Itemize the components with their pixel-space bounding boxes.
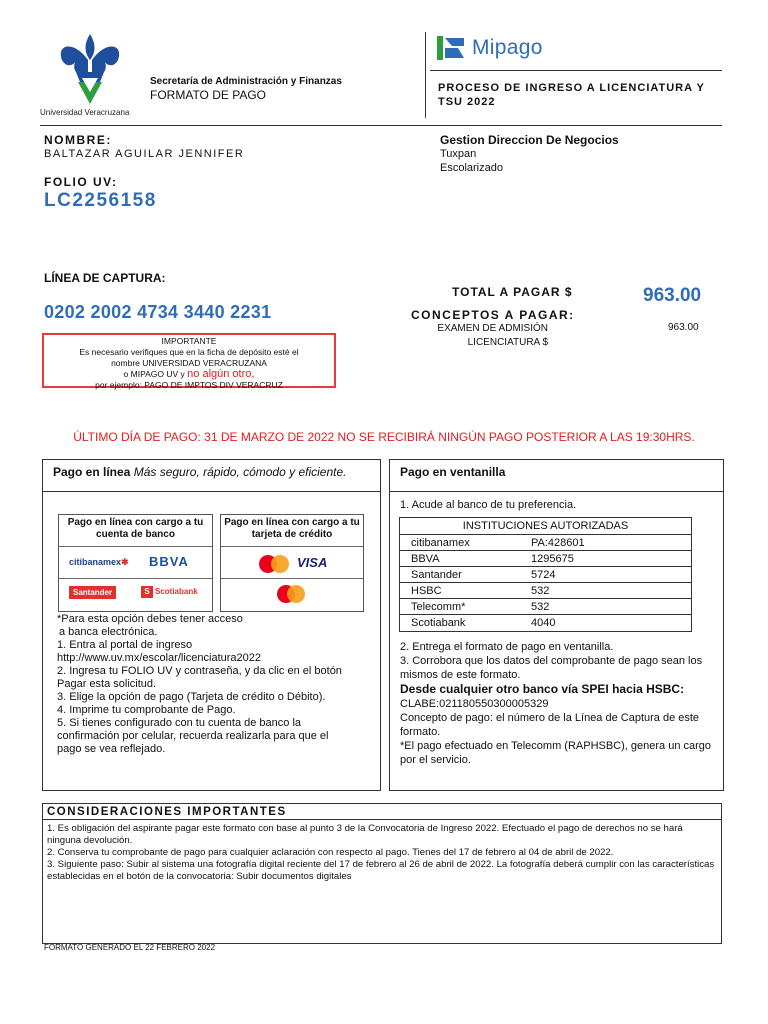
instituciones-header: INSTITUCIONES AUTORIZADAS	[400, 518, 691, 535]
importante-line-3a: o MIPAGO UV y	[123, 369, 185, 379]
nombre-label: NOMBRE:	[44, 133, 112, 147]
table-row	[400, 615, 691, 631]
scotiabank-label: Scotiabank	[155, 587, 198, 596]
total-label: TOTAL A PAGAR $	[452, 285, 573, 299]
importante-line-2: nombre UNIVERSIDAD VERACRUZANA	[111, 358, 267, 368]
online-line: pago se vea reflejado.	[57, 743, 166, 755]
pago-en-linea-tagline: Más seguro, rápido, cómodo y eficiente.	[133, 465, 347, 479]
pago-en-linea-title: Pago en línea	[53, 465, 131, 479]
bank-name: Santander	[411, 569, 462, 581]
card-divider	[221, 578, 363, 579]
ventanilla-step-1: 1. Acude al banco de tu preferencia.	[400, 499, 577, 511]
folio-value: LC2256158	[44, 190, 157, 211]
proceso-title: PROCESO DE INGRESO A LICENCIATURA Y TSU 2022	[438, 82, 705, 108]
importante-warning: no algún otro,	[187, 368, 255, 380]
spei-title: Desde cualquier otro banco vía SPEI hacia HSBC:	[400, 682, 685, 696]
online-line: 3. Elige la opción de pago (Tarjeta de crédito o Débito).	[57, 691, 326, 703]
telecomm-note: *El pago efectuado en Telecomm (RAPHSBC), genera un cargo por el servicio.	[400, 740, 712, 766]
mipago-logo	[436, 34, 543, 62]
header-divider	[425, 32, 426, 118]
header-rule	[430, 70, 722, 71]
pago-en-ventanilla-header	[390, 460, 723, 492]
credit-card-title: Pago en línea con cargo a tu tarjeta de crédito	[224, 517, 360, 540]
card-divider	[59, 546, 212, 547]
bank-reference: 4040	[531, 617, 556, 629]
portal-link[interactable]: http://www.uv.mx/escolar/licenciatura2022	[57, 652, 261, 664]
sede: Tuxpan	[440, 148, 477, 160]
pago-en-linea-instructions	[57, 613, 373, 756]
uv-logo	[40, 30, 140, 120]
nombre-value: BALTAZAR AGUILAR JENNIFER	[44, 148, 245, 160]
mipago-icon	[436, 34, 466, 62]
bank-reference: 5724	[531, 569, 556, 581]
visa-logo: VISA	[297, 555, 328, 570]
bbva-logo: BBVA	[149, 554, 189, 569]
concepto-amount: 963.00	[668, 322, 699, 333]
consideraciones-body	[43, 820, 721, 886]
instituciones-table	[399, 517, 692, 632]
payment-options	[58, 514, 364, 612]
online-line: *Para esta opción debes tener acceso	[57, 613, 243, 625]
linea-captura-label: LÍNEA DE CAPTURA:	[44, 271, 166, 285]
importante-line-4: por ejemplo: PAGO DE IMPTOS DIV VERACRUZ	[95, 380, 283, 390]
concepto-line-2: LICENCIATURA $	[467, 337, 548, 348]
total-value: 963.00	[643, 285, 702, 306]
mipago-brand: Mipago	[472, 36, 543, 59]
online-line: 1. Entra al portal de ingreso	[57, 639, 193, 651]
scotiabank-icon: S	[141, 586, 153, 598]
citibanamex-logo: citibanamex✱	[69, 557, 129, 567]
bank-card-title: Pago en línea con cargo a tu cuenta de banco	[67, 517, 204, 540]
conceptos-label: CONCEPTOS A PAGAR:	[411, 308, 575, 322]
bank-transfer-card[interactable]	[58, 514, 213, 612]
online-line: confirmación por celular, recuerda realizarla para que el	[57, 730, 329, 742]
citibanamex-label: citibanamex	[69, 557, 122, 567]
clabe: CLABE:021180550300005329	[400, 698, 549, 710]
bank-reference: 532	[531, 601, 550, 613]
importante-line-3	[44, 369, 334, 380]
bank-name: Telecomm*	[411, 601, 466, 613]
ventanilla-step-3: 3. Corrobora que los datos del comprobante de pago sean los mismos de este formato.	[400, 655, 703, 681]
pago-en-ventanilla-title: Pago en ventanilla	[400, 465, 506, 479]
online-line: 2. Ingresa tu FOLIO UV y contraseña, y da clic en el botón	[57, 665, 342, 677]
table-row	[400, 535, 691, 551]
card-divider	[221, 546, 363, 547]
concepto-line-1: EXAMEN DE ADMISIÓN	[437, 323, 548, 334]
online-line: 5. Si tienes configurado con tu cuenta de banco la	[57, 717, 302, 729]
table-row	[400, 551, 691, 567]
importante-line-1: Es necesario verifiques que en la ficha de depósito esté el	[79, 347, 299, 357]
bank-name: citibanamex	[411, 537, 470, 549]
consideraciones-title: CONSIDERACIONES IMPORTANTES	[43, 804, 721, 820]
online-line: Pagar esta solicitud.	[57, 678, 157, 690]
consideracion-item: 1. Es obligación del aspirante pagar este formato con base al punto 3 de la Convocatoria de Ingreso 2022. Efectuado el pago de derechos no se hará ninguna devolución.	[47, 823, 683, 846]
online-line: 4. Imprime tu comprobante de Pago.	[57, 704, 236, 716]
consideracion-item: 3. Siguiente paso: Subir al sistema una fotografía digital reciente del 17 de febrero al 26 de abril de 2022. La fotografía deberá cumplir con las características establecidas en el botón de la convocatoria: Subir documentos digitales	[47, 859, 715, 882]
pago-en-ventanilla-panel	[389, 459, 724, 791]
table-row	[400, 583, 691, 599]
mastercard-alt-icon	[276, 584, 306, 604]
folio-label: FOLIO UV:	[44, 175, 118, 189]
card-divider	[59, 578, 212, 579]
modalidad: Escolarizado	[440, 162, 503, 174]
table-row	[400, 567, 691, 583]
secretaria-title: Secretaría de Administración y Finanzas	[150, 76, 342, 87]
bank-name: Scotiabank	[411, 617, 466, 629]
importante-notice	[42, 333, 336, 388]
concepto-pago: Concepto de pago: el número de la Línea de Captura de este formato.	[400, 712, 700, 738]
bank-reference: 1295675	[531, 553, 574, 565]
pago-en-linea-panel	[42, 459, 381, 791]
credit-card-card[interactable]	[220, 514, 364, 612]
mastercard-icon	[257, 554, 291, 574]
section-rule	[40, 125, 722, 126]
bank-name: HSBC	[411, 585, 442, 597]
deadline-notice: ÚLTIMO DÍA DE PAGO: 31 DE MARZO DE 2022 NO SE RECIBIRÁ NINGÚN PAGO POSTERIOR A LAS 19:30HRS.	[73, 430, 695, 444]
bank-reference: 532	[531, 585, 550, 597]
consideracion-item: 2. Conserva tu comprobante de pago para cualquier aclaración con respecto al pago. Tienes del 17 de febrero al 04 de abril de 2022.	[47, 847, 614, 858]
scotiabank-logo	[141, 586, 198, 598]
bank-name: BBVA	[411, 553, 440, 565]
footer-generated: FORMATO GENERADO EL 22 FEBRERO 2022	[44, 943, 216, 952]
ventanilla-instructions	[400, 640, 718, 767]
carrera: Gestion Direccion De Negocios	[440, 133, 619, 147]
consideraciones-panel	[42, 803, 722, 944]
bank-reference: PA:428601	[531, 537, 585, 549]
ventanilla-step-2: 2. Entrega el formato de pago en ventanilla.	[400, 641, 614, 653]
pago-en-linea-header	[43, 460, 380, 492]
linea-captura-value: 0202 2002 4734 3440 2231	[44, 302, 272, 322]
santander-logo: Santander	[69, 586, 116, 599]
uv-caption: Universidad Veracruzana	[40, 108, 130, 117]
formato-title: FORMATO DE PAGO	[150, 88, 267, 102]
importante-title: IMPORTANTE	[161, 336, 217, 346]
concepto-description	[420, 322, 548, 350]
online-line: a banca electrónica.	[59, 626, 158, 638]
table-row	[400, 599, 691, 615]
